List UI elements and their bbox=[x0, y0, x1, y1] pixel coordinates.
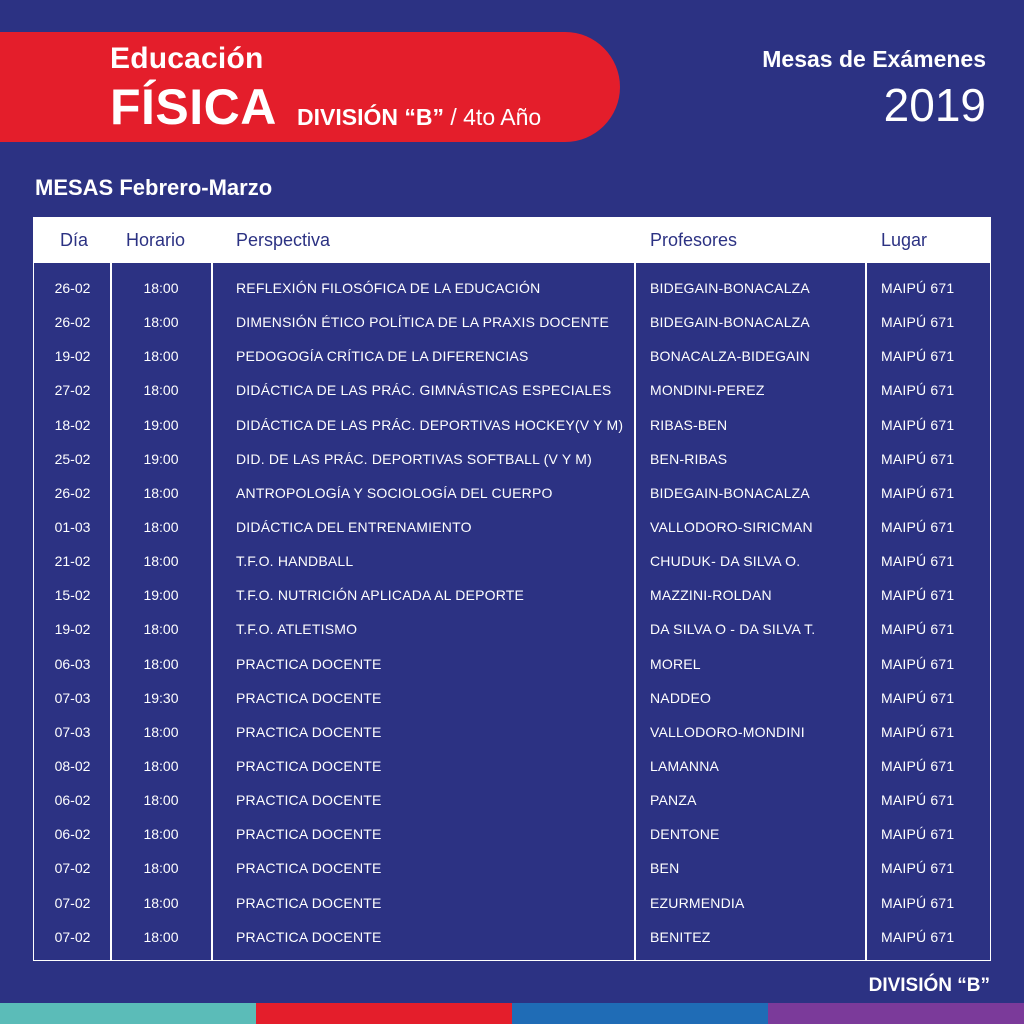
table-row bbox=[34, 885, 990, 919]
cell-lugar: MAIPÚ 671 bbox=[881, 553, 955, 570]
color-bar-segment bbox=[512, 1003, 768, 1024]
cell-perspectiva: PRACTICA DOCENTE bbox=[236, 826, 382, 843]
cell-horario: 18:00 bbox=[143, 348, 179, 365]
cell-perspectiva: PRACTICA DOCENTE bbox=[236, 894, 382, 911]
cell-dia: 25-02 bbox=[54, 450, 91, 467]
table-row bbox=[34, 441, 990, 475]
cell-horario: 18:00 bbox=[143, 314, 179, 331]
cell-dia: 27-02 bbox=[54, 382, 91, 399]
table-row bbox=[34, 919, 990, 953]
cell-profesores: DA SILVA O - DA SILVA T. bbox=[650, 621, 816, 638]
cell-profesores: BIDEGAIN-BONACALZA bbox=[650, 484, 810, 501]
cell-lugar: MAIPÚ 671 bbox=[881, 518, 955, 535]
table-body bbox=[34, 270, 990, 953]
cell-dia: 08-02 bbox=[54, 757, 91, 774]
cell-profesores: MOREL bbox=[650, 655, 701, 672]
table-row bbox=[34, 816, 990, 850]
cell-lugar: MAIPÚ 671 bbox=[881, 621, 955, 638]
table-row bbox=[34, 850, 990, 884]
cell-profesores: LAMANNA bbox=[650, 757, 720, 774]
table-row bbox=[34, 338, 990, 372]
cell-dia: 07-02 bbox=[54, 894, 91, 911]
division-label: DIVISIÓN “B” bbox=[297, 104, 444, 130]
cell-horario: 18:00 bbox=[143, 655, 179, 672]
cell-lugar: MAIPÚ 671 bbox=[881, 792, 955, 809]
cell-horario: 18:00 bbox=[143, 280, 179, 296]
cell-dia: 07-02 bbox=[54, 860, 91, 877]
header-horario: Horario bbox=[126, 230, 186, 250]
table-row bbox=[34, 782, 990, 816]
cell-perspectiva: DIDÁCTICA DE LAS PRÁC. GIMNÁSTICAS ESPECIALES bbox=[236, 382, 612, 399]
cell-lugar: MAIPÚ 671 bbox=[881, 928, 955, 945]
cell-horario: 18:00 bbox=[143, 621, 179, 638]
cell-horario: 19:00 bbox=[143, 587, 179, 604]
cell-perspectiva: DIMENSIÓN ÉTICO POLÍTICA DE LA PRAXIS DOCENTE bbox=[236, 314, 610, 331]
cell-dia: 26-02 bbox=[54, 280, 91, 296]
cell-dia: 19-02 bbox=[54, 348, 91, 365]
cell-perspectiva: T.F.O. NUTRICIÓN APLICADA AL DEPORTE bbox=[236, 587, 525, 604]
cell-profesores: BIDEGAIN-BONACALZA bbox=[650, 314, 810, 331]
cell-horario: 18:00 bbox=[143, 553, 179, 570]
table-row bbox=[34, 475, 990, 509]
cell-lugar: MAIPÚ 671 bbox=[881, 280, 955, 296]
year-level-label: / 4to Año bbox=[443, 104, 542, 130]
cell-profesores: MONDINI-PEREZ bbox=[650, 382, 765, 399]
cell-dia: 06-02 bbox=[54, 792, 91, 809]
table-header bbox=[34, 218, 990, 263]
cell-lugar: MAIPÚ 671 bbox=[881, 689, 955, 706]
exam-label: Mesas de Exámenes bbox=[762, 46, 986, 72]
table-row bbox=[34, 372, 990, 406]
cell-perspectiva: DIDÁCTICA DEL ENTRENAMIENTO bbox=[236, 518, 472, 535]
cell-dia: 07-03 bbox=[54, 689, 91, 706]
cell-lugar: MAIPÚ 671 bbox=[881, 655, 955, 672]
cell-horario: 18:00 bbox=[143, 723, 179, 740]
cell-perspectiva: PRACTICA DOCENTE bbox=[236, 860, 382, 877]
table-row bbox=[34, 270, 990, 304]
table-row bbox=[34, 646, 990, 680]
cell-lugar: MAIPÚ 671 bbox=[881, 587, 955, 604]
cell-profesores: BENITEZ bbox=[650, 928, 711, 945]
table-row bbox=[34, 680, 990, 714]
cell-horario: 18:00 bbox=[143, 894, 179, 911]
title-educacion: Educación bbox=[110, 42, 264, 75]
cell-profesores: CHUDUK- DA SILVA O. bbox=[650, 553, 801, 570]
cell-perspectiva: PRACTICA DOCENTE bbox=[236, 655, 382, 672]
cell-horario: 18:00 bbox=[143, 484, 179, 501]
cell-perspectiva: REFLEXIÓN FILOSÓFICA DE LA EDUCACIÓN bbox=[236, 280, 541, 296]
table-row bbox=[34, 577, 990, 611]
cell-horario: 18:00 bbox=[143, 792, 179, 809]
cell-perspectiva: DID. DE LAS PRÁC. DEPORTIVAS SOFTBALL (V Y M) bbox=[236, 450, 592, 467]
cell-perspectiva: PRACTICA DOCENTE bbox=[236, 792, 382, 809]
cell-dia: 07-02 bbox=[54, 928, 91, 945]
cell-horario: 19:30 bbox=[143, 689, 179, 706]
color-bar-segment bbox=[0, 1003, 256, 1024]
cell-lugar: MAIPÚ 671 bbox=[881, 484, 955, 501]
cell-horario: 19:00 bbox=[143, 450, 179, 467]
table-row bbox=[34, 509, 990, 543]
cell-horario: 18:00 bbox=[143, 860, 179, 877]
cell-profesores: DENTONE bbox=[650, 826, 720, 843]
title-fisica: FÍSICA bbox=[110, 79, 277, 135]
cell-profesores: EZURMENDIA bbox=[650, 894, 745, 911]
cell-perspectiva: PRACTICA DOCENTE bbox=[236, 723, 382, 740]
cell-horario: 18:00 bbox=[143, 757, 179, 774]
cell-profesores: VALLODORO-SIRICMAN bbox=[650, 518, 813, 535]
cell-horario: 18:00 bbox=[143, 826, 179, 843]
cell-lugar: MAIPÚ 671 bbox=[881, 757, 955, 774]
cell-profesores: NADDEO bbox=[650, 689, 712, 706]
cell-profesores: PANZA bbox=[650, 792, 697, 809]
header-lugar: Lugar bbox=[881, 230, 928, 250]
cell-dia: 26-02 bbox=[54, 314, 91, 331]
cell-dia: 15-02 bbox=[54, 587, 91, 604]
cell-dia: 06-03 bbox=[54, 655, 91, 672]
header-perspectiva: Perspectiva bbox=[236, 230, 331, 250]
table-row bbox=[34, 714, 990, 748]
cell-lugar: MAIPÚ 671 bbox=[881, 348, 955, 365]
header-profesores: Profesores bbox=[650, 230, 738, 250]
cell-dia: 01-03 bbox=[54, 518, 91, 535]
cell-perspectiva: T.F.O. ATLETISMO bbox=[236, 621, 358, 638]
cell-lugar: MAIPÚ 671 bbox=[881, 314, 955, 331]
cell-dia: 07-03 bbox=[54, 723, 91, 740]
cell-profesores: MAZZINI-ROLDAN bbox=[650, 587, 772, 604]
exam-year: 2019 bbox=[883, 79, 986, 131]
cell-dia: 21-02 bbox=[54, 553, 91, 570]
footer-division: DIVISIÓN “B” bbox=[868, 975, 990, 996]
color-bar-segment bbox=[768, 1003, 1024, 1024]
cell-perspectiva: PRACTICA DOCENTE bbox=[236, 757, 382, 774]
section-title: MESAS Febrero-Marzo bbox=[35, 175, 273, 200]
cell-lugar: MAIPÚ 671 bbox=[881, 382, 955, 399]
cell-profesores: RIBAS-BEN bbox=[650, 416, 728, 433]
cell-perspectiva: ANTROPOLOGÍA Y SOCIOLOGÍA DEL CUERPO bbox=[236, 484, 553, 501]
table-row bbox=[34, 407, 990, 441]
cell-profesores: BONACALZA-BIDEGAIN bbox=[650, 348, 810, 365]
cell-perspectiva: DIDÁCTICA DE LAS PRÁC. DEPORTIVAS HOCKEY(V Y M) bbox=[236, 416, 624, 433]
color-bar-segment bbox=[256, 1003, 512, 1024]
header-dia: Día bbox=[60, 230, 89, 250]
exam-table bbox=[33, 217, 991, 961]
cell-dia: 26-02 bbox=[54, 484, 91, 501]
division-subtitle bbox=[297, 104, 541, 131]
cell-perspectiva: PRACTICA DOCENTE bbox=[236, 928, 382, 945]
cell-lugar: MAIPÚ 671 bbox=[881, 723, 955, 740]
cell-dia: 19-02 bbox=[54, 621, 91, 638]
table-row bbox=[34, 304, 990, 338]
cell-dia: 06-02 bbox=[54, 826, 91, 843]
cell-horario: 19:00 bbox=[143, 416, 179, 433]
cell-perspectiva: PRACTICA DOCENTE bbox=[236, 689, 382, 706]
cell-lugar: MAIPÚ 671 bbox=[881, 894, 955, 911]
table-row bbox=[34, 611, 990, 645]
cell-profesores: BEN bbox=[650, 860, 680, 877]
cell-dia: 18-02 bbox=[54, 416, 91, 433]
cell-profesores: BEN-RIBAS bbox=[650, 450, 728, 467]
cell-lugar: MAIPÚ 671 bbox=[881, 450, 955, 467]
cell-perspectiva: T.F.O. HANDBALL bbox=[236, 553, 354, 570]
table-row bbox=[34, 748, 990, 782]
table-row bbox=[34, 543, 990, 577]
cell-horario: 18:00 bbox=[143, 382, 179, 399]
cell-horario: 18:00 bbox=[143, 928, 179, 945]
cell-horario: 18:00 bbox=[143, 518, 179, 535]
cell-lugar: MAIPÚ 671 bbox=[881, 826, 955, 843]
color-bar bbox=[0, 1003, 1024, 1024]
cell-lugar: MAIPÚ 671 bbox=[881, 860, 955, 877]
cell-perspectiva: PEDOGOGÍA CRÍTICA DE LA DIFERENCIAS bbox=[236, 348, 529, 365]
cell-profesores: BIDEGAIN-BONACALZA bbox=[650, 280, 810, 296]
cell-profesores: VALLODORO-MONDINI bbox=[650, 723, 805, 740]
cell-lugar: MAIPÚ 671 bbox=[881, 416, 955, 433]
